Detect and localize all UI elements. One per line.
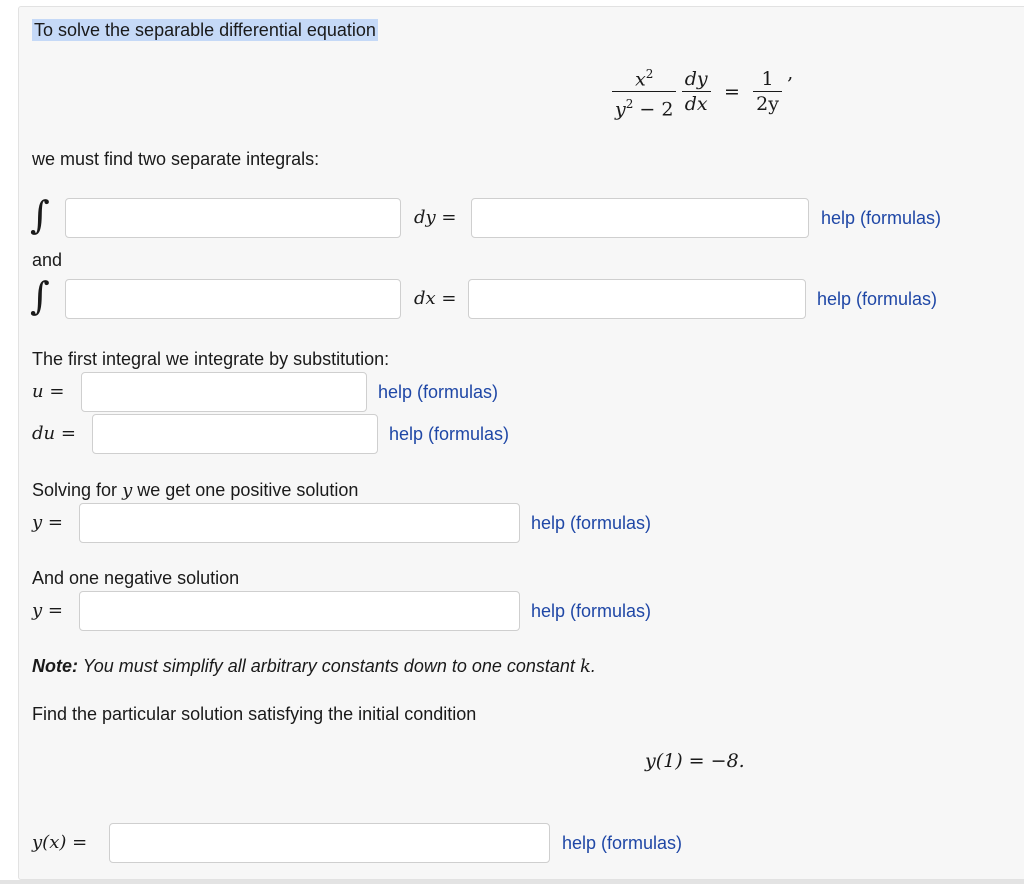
rhs-fraction: $\frac{1}{2y}$ <box>753 67 782 116</box>
derivative-fraction: $\frac{dy}{dx}$ <box>682 67 711 116</box>
integral1-differential: dy = <box>414 207 457 228</box>
particular-label: y(x) = <box>32 832 88 853</box>
equals-sign: = <box>723 80 740 103</box>
lhs-fraction: $\frac{x^2}{y^2 - 2}$ <box>612 62 676 122</box>
bottom-scrollbar <box>0 880 1024 884</box>
integral-sign-1: ∫ <box>30 193 50 237</box>
du-label: du = <box>32 423 76 444</box>
u-input[interactable] <box>81 372 367 412</box>
integrals-intro: we must find two separate integrals: <box>32 149 320 169</box>
integral-sign-2: ∫ <box>30 274 50 318</box>
positive-solution-input[interactable] <box>79 503 520 543</box>
negative-y-label: y = <box>32 600 63 621</box>
integral1-integrand-input[interactable] <box>65 198 401 238</box>
positive-y-label: y = <box>32 512 63 533</box>
u-label: u = <box>32 381 65 402</box>
equation-comma: , <box>787 62 794 84</box>
initial-condition: y(1) = −8. <box>645 750 745 772</box>
particular-help-link[interactable]: help (formulas) <box>562 833 683 853</box>
u-help-link[interactable]: help (formulas) <box>378 382 499 402</box>
integral1-help-link[interactable]: help (formulas) <box>821 208 942 228</box>
positive-help-link[interactable]: help (formulas) <box>531 513 652 533</box>
differential-equation <box>612 62 793 122</box>
substitution-heading: The first integral we integrate by substitution: <box>32 349 390 369</box>
negative-solution-input[interactable] <box>79 591 520 631</box>
integral1-result-input[interactable] <box>471 198 809 238</box>
particular-heading: Find the particular solution satisfying the initial condition <box>32 704 477 724</box>
intro-text <box>32 19 378 41</box>
and-label: and <box>32 250 63 270</box>
negative-heading: And one negative solution <box>32 568 240 588</box>
integral2-differential: dx = <box>414 288 457 309</box>
integral2-help-link[interactable]: help (formulas) <box>817 289 938 309</box>
note-text: Note: You must simplify all arbitrary constants down to one constant k. <box>32 656 596 677</box>
particular-solution-input[interactable] <box>109 823 550 863</box>
du-input[interactable] <box>92 414 378 454</box>
integral2-result-input[interactable] <box>468 279 806 319</box>
integral2-integrand-input[interactable] <box>65 279 401 319</box>
du-help-link[interactable]: help (formulas) <box>389 424 510 444</box>
positive-heading: Solving for y we get one positive solution <box>32 480 359 501</box>
negative-help-link[interactable]: help (formulas) <box>531 601 652 621</box>
intro-highlight: To solve the separable differential equation <box>34 20 376 40</box>
